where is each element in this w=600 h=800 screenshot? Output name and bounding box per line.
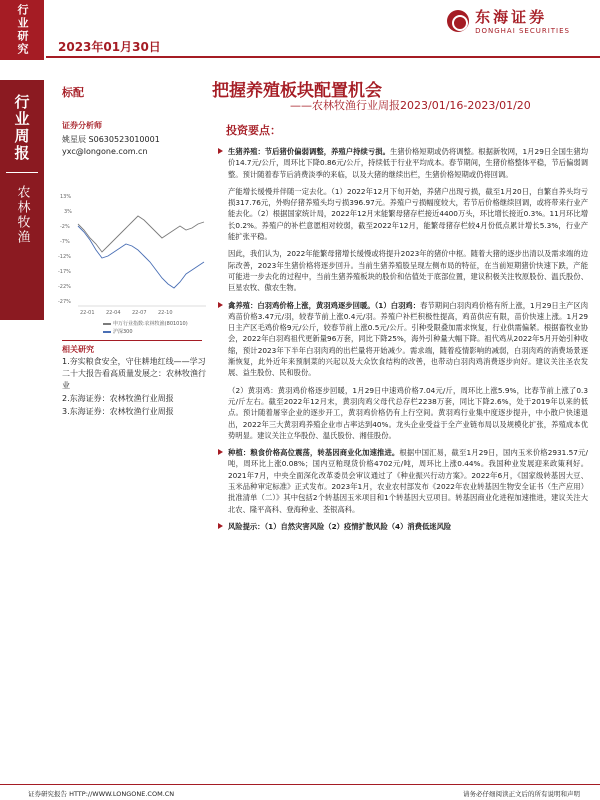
logo-icon	[447, 10, 469, 32]
company-logo	[447, 6, 570, 35]
index-chart-svg	[58, 186, 208, 316]
index-chart	[58, 186, 208, 326]
y-tick-label: -12%	[58, 254, 71, 260]
footer-right: 请务必仔细阅读正文后的所有说明和声明	[463, 790, 580, 798]
y-tick-label: 13%	[60, 194, 72, 200]
logo-text-cn: 东海证券	[475, 8, 548, 26]
bullet-icon	[218, 302, 223, 308]
footer-left[interactable]: 证券研究报告 HTTP://WWW.LONGONE.COM.CN	[28, 790, 175, 798]
analyst-email[interactable]: yxc@longone.com.cn	[62, 147, 148, 156]
report-type-label: 行业研究	[16, 4, 29, 56]
side-separator	[6, 172, 38, 173]
y-tick-label: -7%	[60, 239, 70, 245]
header-divider	[46, 56, 600, 58]
y-tick-label: -22%	[58, 284, 71, 290]
x-tick-label: 22-07	[132, 310, 147, 316]
analyst-block	[62, 120, 202, 158]
series-line-agri-index	[78, 216, 204, 252]
chart-legend	[103, 320, 188, 336]
y-tick-label: 3%	[64, 209, 72, 215]
paragraph-risk: 风险提示：（1）自然灾害风险（2）疫情扩散风险（4）消费低迷风险	[212, 521, 588, 532]
legend-item: 申万行业指数:农林牧渔(801010)	[113, 321, 188, 327]
report-subtitle: ——农林牧渔行业周报2023/01/16-2023/01/20	[290, 99, 531, 112]
y-tick-label: -2%	[60, 224, 70, 230]
related-research-list	[62, 356, 208, 419]
x-tick-label: 22-10	[158, 310, 173, 316]
main-content	[212, 122, 588, 538]
bullet-icon	[218, 523, 223, 529]
y-tick-label: -27%	[58, 299, 71, 305]
side-label-industry: 农林牧渔	[14, 185, 30, 245]
paragraph-capacity: 产能增长缓慢并伴随一定去化。（1）2022年12月下旬开始，养猪户出现亏损，截至1月20日，自繁自养头均亏损317.76元，外购仔猪养殖头均亏损396.97元。养殖户亏损幅度较大，若节后价格继续回调，或将带来行业产能去化。（2）根据国家统计局，2022年12月末能繁母猪存栏接近4400万头，环比增长接近0.3%。11月环比增长0.2%。养殖户的补栏意愿相对较弱，截至2022年12月，能繁母猪存栏较4月份低点累计增长5.3%，行业产能扩张平稳。	[228, 186, 588, 242]
paragraph-conclusion: 因此，我们认为，2022年能繁母猪增长缓慢或将提升2023年的猪价中枢。随着大猪的逐步出清以及需求端的边际改善，2023年生猪价格将逐步回升。当前生猪养殖股呈现左侧布局的特征，在当前短期猪价快速下跌，产能可能进一步去化的过程中，当前生猪养殖板块的股价和估值处于底部位置，建议积极关注牧原股份、温氏股份、巨星农牧、傲农生物。	[228, 249, 588, 293]
key-points-heading: 投资要点：	[226, 124, 281, 137]
legend-item: 沪深300	[113, 329, 133, 335]
analyst-name: 姚星辰 S0630523010001	[62, 135, 160, 144]
paragraph-poultry: 禽养殖：白羽鸡价格上涨，黄羽鸡逐步回暖。（1）白羽鸡：春节期间白羽肉鸡价格有所上涨，1月29日主产区肉鸡苗价格3.47元/羽，较春节前上涨0.4元/羽。养殖户补栏积极性提高，鸡苗供应有限，苗价快速上涨。1月29日主产区毛鸡价格9元/公斤，较春节前上涨0.5元/公斤。引种受限叠加需求恢复，行业供需偏紧。根据畜牧业协会，2022年白羽鸡祖代更新量96万套，同比下降25%，海外引种量大幅下降。祖代鸡从2022年5月开始引种收缩，预计2023年下半年白羽肉鸡的出栏量将开始减少。需求端，随着疫情影响的减弱，白羽肉鸡的消费场景逐渐恢复，此外近年来预制菜的兴起以及大众饮食结构的改善，也带动白羽肉鸡消费逐步向好。建议关注圣农发展、益生股份、民和股份。	[212, 300, 588, 379]
y-tick-label: -17%	[58, 269, 71, 275]
paragraph-yellow-chicken: （2）黄羽鸡：黄羽鸡价格逐步回暖，1月29日中速鸡价格7.04元/斤，周环比上涨5.9%，比春节前上涨了0.3元/斤左右。截至2022年12月末，黄羽肉鸡父母代总存栏2238万套，同比下降2.6%，处于2019年以来的低点。预计随着屠宰企业的逐步开工，黄羽鸡价格仍有上行空间。黄羽鸡行业集中度逐步提升，中小散户快速退出，2022年三大黄羽鸡养殖企业市占率达到40%。龙头企业受益于全产业链布局以及规模化扩张，养殖成本优势明显。建议关注立华股份、温氏股份、湘佳股份。	[228, 385, 588, 440]
paragraph-planting: 种植：粮食价格高位震荡，转基因商业化加速推进。根据中国汇易，截至1月29日，国内玉米价格2931.57元/吨，周环比上涨0.08%；国内豆粕现货价格4702元/吨，周环比上涨0.44%。我国种业发展迎来政策利好。2021年7月，中央全面深化改革委员会审议通过了《种业振兴行动方案》。2022年6月，《国家级转基因大豆、玉米品种审定标准》正式发布。2023年1月，农业农村部发布《2022年农业转基因生物安全证书（生产应用）批准清单（二）》其中包括2个转基因玉米项目和1个转基因大豆项目。转基因商业化进程加速推进，建议关注大北农、隆平高科、登海种业、荃银高科。	[212, 447, 588, 515]
side-label-weekly: 行业周报	[12, 94, 31, 162]
x-tick-label: 22-01	[80, 310, 95, 316]
rating-label: 标配	[62, 86, 84, 99]
report-title: 把握养殖板块配置机会	[212, 81, 382, 101]
bullet-icon	[218, 449, 223, 455]
footer-divider	[0, 784, 600, 785]
bullet-icon	[218, 148, 223, 154]
related-item[interactable]: 2.东海证券：农林牧渔行业周报	[62, 394, 174, 403]
related-research-heading: 相关研究	[62, 340, 202, 355]
report-date: 2023年01月30日	[58, 40, 161, 54]
analyst-heading: 证券分析师	[62, 121, 102, 130]
series-line-hs300	[78, 226, 204, 288]
related-item[interactable]: 3.东海证券：农林牧渔行业周报	[62, 407, 174, 416]
x-tick-label: 22-04	[106, 310, 121, 316]
report-type-tab	[0, 0, 44, 60]
logo-text-en: DONGHAI SECURITIES	[475, 27, 570, 35]
paragraph-hog: 生猪养殖：节后猪价偏弱调整，养殖户持续亏损。生猪价格短期或仍将调整。根据新牧网，1月29日全国生猪均价14.7元/公斤，周环比下降0.86元/公斤，持续低于行业平均成本。春节期间，生猪价格整体平稳，节后偏弱调整。预计随着春节后消费淡季的来临，以及大猪的继续出栏，生猪价格短期或仍将回调。	[212, 146, 588, 180]
related-item[interactable]: 1.夯实粮食安全，守住耕地红线——学习二十大报告看高质量发展之：农林牧渔行业	[62, 357, 206, 390]
